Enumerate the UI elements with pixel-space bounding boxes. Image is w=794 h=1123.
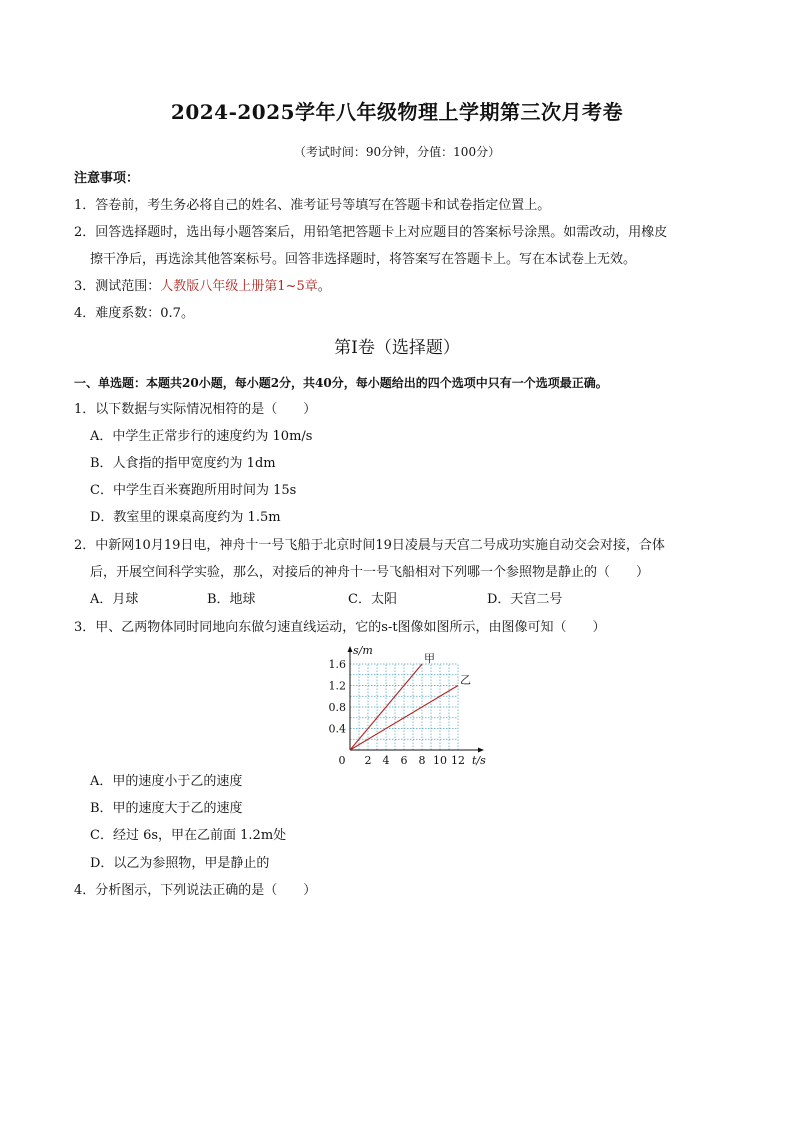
part1-heading: 一、单选题：本题共20小题，每小题2分，共40分，每小题给出的四个选项中只有一个选项最正确。 — [74, 376, 608, 390]
q1-option-a: A．中学生正常步行的速度约为 10m/s — [90, 429, 313, 444]
q3-option-b: B．甲的速度大于乙的速度 — [90, 801, 243, 816]
x-tick-label: 12 — [451, 754, 465, 767]
q1-stem: 1．以下数据与实际情况相符的是（ ） — [74, 402, 317, 417]
notice-item-3-range: 人教版八年级上册第1~5章 — [160, 279, 318, 294]
origin-label: 0 — [338, 754, 346, 767]
series-label: 乙 — [460, 673, 471, 687]
notice-item-2-line-1: 2．回答选择题时，选出每小题答案后，用铅笔把答题卡上对应题目的答案标号涂黑。如需改动，用橡皮 — [74, 225, 668, 240]
x-tick-label: 6 — [400, 754, 408, 767]
notice-heading: 注意事项： — [74, 171, 140, 186]
y-tick-label: 1.2 — [328, 679, 346, 693]
x-tick-label: 8 — [418, 754, 426, 767]
notice-item-1: 1．答卷前，考生务必将自己的姓名、准考证号等填写在答题卡和试卷指定位置上。 — [74, 198, 551, 213]
q2-option-c: C．太阳 — [348, 592, 397, 607]
q3-option-d: D．以乙为参照物，甲是静止的 — [90, 856, 270, 871]
exam-subtitle: （考试时间：90分钟，分值：100分） — [293, 145, 501, 159]
x-tick-label: 10 — [433, 754, 447, 767]
q3-option-c: C．经过 6s，甲在乙前面 1.2m处 — [90, 828, 287, 843]
q2-option-b: B．地球 — [207, 592, 256, 607]
notice-item-3 — [74, 278, 331, 296]
q4-stem: 4．分析图示，下列说法正确的是（ ） — [74, 883, 317, 898]
x-axis-arrow — [478, 748, 484, 753]
q1-option-d: D．教室里的课桌高度约为 1.5m — [90, 510, 281, 525]
x-tick-label: 4 — [382, 754, 390, 767]
y-axis-label: s/m — [353, 644, 373, 657]
y-tick-label: 0.4 — [328, 722, 346, 736]
q2-option-a: A．月球 — [90, 592, 139, 607]
q1-option-c: C．中学生百米赛跑所用时间为 15s — [90, 483, 297, 498]
y-tick-label: 1.6 — [328, 658, 346, 671]
notice-item-3-suffix: 。 — [317, 279, 331, 294]
exam-title: 2024-2025学年八年级物理上学期第三次月考卷 — [170, 100, 624, 124]
q2-stem-line-2: 后，开展空间科学实验，那么，对接后的神舟十一号飞船相对下列哪一个参照物是静止的（ ） — [90, 565, 650, 580]
section-title: 第Ⅰ卷（选择题） — [334, 338, 460, 358]
q2-stem-line-1: 2．中新网10月19日电，神舟十一号飞船于北京时间19日凌晨与天宫二号成功实施自动交会对接，合体 — [74, 538, 665, 553]
q3-stem: 3．甲、乙两物体同时同地向东做匀速直线运动，它的s-t图像如图所示，由图像可知（ ） — [74, 620, 606, 635]
x-axis-label: t/s — [472, 754, 486, 767]
q2-option-d: D．天宫二号 — [487, 592, 563, 607]
q1-option-b: B．人食指的指甲宽度约为 1dm — [90, 456, 276, 471]
s-t-graph — [320, 642, 492, 770]
notice-item-2-line-2: 擦干净后，再选涂其他答案标号。回答非选择题时，将答案写在答题卡上。写在本试卷上无效。 — [90, 252, 637, 267]
notice-item-4: 4．难度系数：0.7。 — [74, 306, 194, 321]
series-label: 甲 — [424, 652, 435, 665]
notice-item-3-prefix: 3．测试范围： — [74, 279, 161, 294]
q3-option-a: A．甲的速度小于乙的速度 — [90, 774, 243, 789]
y-tick-label: 0.8 — [328, 701, 346, 714]
y-axis-arrow — [348, 646, 353, 652]
x-tick-label: 2 — [364, 754, 372, 767]
